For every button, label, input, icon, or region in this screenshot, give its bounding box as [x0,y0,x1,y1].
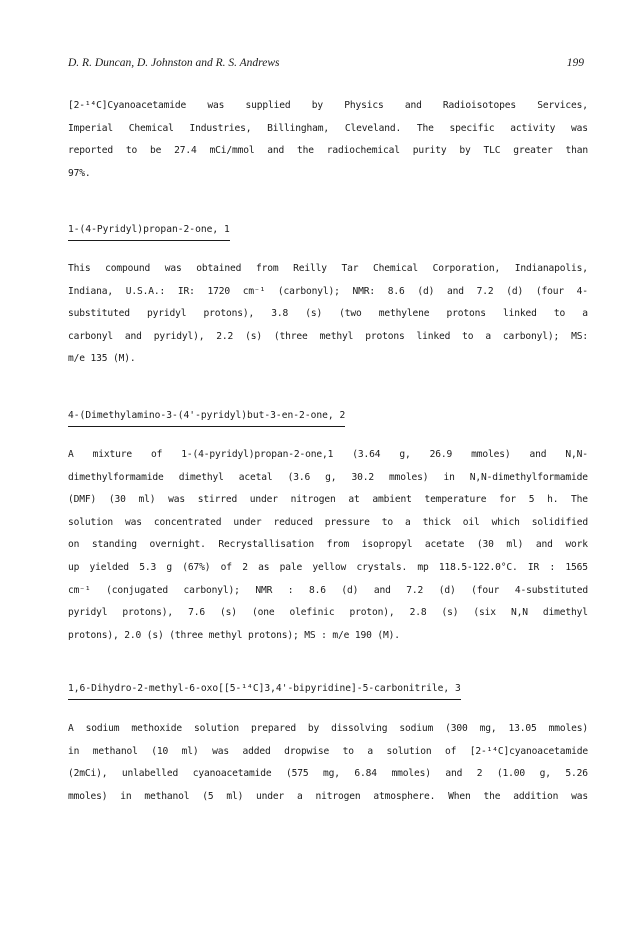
word: This [68,263,91,274]
word: sodium [85,723,120,734]
word: (six [473,607,496,619]
word: atmosphere. [373,790,436,802]
word: 4- [576,285,588,297]
heading-text: 1,6-Dihydro-2-methyl-6-oxo[[5-¹⁴C]3,4'-bipyridine]-5-carbonitrile, 3 [68,681,461,700]
word: compound [105,263,151,274]
word: 7.6 [188,607,205,619]
word: Radioisotopes [442,100,517,111]
word: mmoles) [471,449,511,460]
word: mg, [479,723,497,734]
section-heading-compound-3 [68,681,461,700]
word: (s) [220,607,237,619]
word: (2mCi), [68,768,108,780]
text-line [68,602,588,625]
word: NMR [255,584,273,596]
word: and [124,330,142,342]
word: 1565 [565,561,588,573]
word: Indiana, [68,285,114,297]
word: yellow [312,561,347,573]
word: added [242,745,271,757]
word: (1.00 [496,768,526,780]
word: methyl [319,330,354,342]
word: in [443,471,455,483]
word: When [448,790,471,802]
section-heading-compound-2 [68,408,345,427]
word: in [68,745,80,757]
text-line [68,467,588,490]
word: pressure [324,516,370,528]
word: obtained [196,263,242,274]
text-line [68,444,588,467]
word: ml) [181,745,199,757]
word: (575 [285,768,309,780]
text-line [68,95,588,118]
word: a [405,516,411,528]
word: under [249,494,278,506]
word: to [462,330,474,342]
running-header [68,57,584,73]
word: (carbonyl); [277,285,340,297]
word: Services, [537,100,588,111]
word: acetate [424,539,465,551]
word: thick [422,516,451,528]
word: the [483,790,501,802]
word: 1720 [207,285,230,297]
word: protons [446,308,486,320]
text-line [68,512,588,535]
word: 2.8 [409,607,427,619]
word: a [485,330,491,342]
word: N,N-dimethylformamide [469,471,588,483]
paragraph-cyanoacetamide-source [68,95,588,185]
word: and [445,768,463,780]
word: mg, [323,768,340,780]
word: on [68,539,80,551]
word: up [68,561,80,573]
word: a [582,308,588,320]
word: and [404,100,422,111]
word: [2-¹⁴C]Cyanoacetamide [68,100,187,111]
word: (s) [441,607,459,619]
word: by [311,100,323,111]
word: was [571,790,588,802]
word: (3.6 [287,471,311,483]
word: proton), [349,607,395,619]
word: (10 [151,745,169,757]
word: dissolving [331,723,388,734]
word: mixture [92,449,133,460]
word: solution [193,723,239,734]
word: 8.6 [387,285,405,297]
text-line [68,303,588,326]
word: a [367,745,374,757]
word: by [307,723,320,734]
word: mCi/mmol [209,145,255,157]
word: yielded [89,561,129,573]
heading-text: 4-(Dimethylamino-3-(4'-pyridyl)but-3-en-2-one, 2 [68,408,345,427]
word: 30.2 [351,471,374,483]
word: linked [503,308,537,320]
page-number: 199 [566,57,584,69]
word: acetal [238,471,273,483]
word: was [124,516,142,528]
header-authors: D. R. Duncan, D. Johnston and R. S. Andrews [68,57,280,69]
text-line [68,718,588,741]
word: under [233,516,262,528]
word: Indianapolis, [514,263,588,274]
word: and [373,584,391,596]
word: sodium [399,723,434,734]
word: (67%) [182,561,211,573]
word: radiochemical [326,145,400,157]
word: to [553,308,566,320]
word: by [459,145,471,157]
word: addition [513,790,559,802]
word: solution [68,516,114,528]
word: : [287,584,294,596]
word: activity [510,122,556,134]
word: of [445,745,457,757]
text-line [68,489,588,512]
word: concentrated [153,516,222,528]
text-line [68,580,588,603]
text-line [68,763,588,786]
section-heading-compound-1 [68,222,230,241]
word: from [255,263,279,274]
text-line: 97%. [68,167,91,179]
heading-text: 1-(4-Pyridyl)propan-2-one, 1 [68,222,230,241]
word: Billingham, [267,122,330,134]
word: 3.8 [271,308,289,320]
word: (two [339,308,362,320]
word: (d) [341,584,359,596]
text-line [68,557,588,580]
word: g [166,561,172,573]
word: temperature [424,494,487,506]
word: 6.84 [354,768,377,780]
word: (four [535,285,564,297]
word: was [168,494,185,506]
word: (d) [438,584,456,596]
word: (d) [417,285,435,297]
word: (5 [202,790,214,802]
word: from [326,539,350,551]
word: 8.6 [308,584,326,596]
word: Physics [344,100,384,111]
word: methoxide [131,723,182,734]
word: substituted [68,308,130,320]
word: ml) [226,790,244,802]
word: g, [325,471,337,483]
word: as [258,561,270,573]
word: 2 [476,768,483,780]
paragraph-compound-2 [68,444,588,647]
word: Recrystallisation [218,539,314,551]
word: 7.2 [406,584,424,596]
word: The [571,494,588,506]
word: (four [471,584,500,596]
text-line [68,281,588,304]
word: for [499,494,516,506]
word: mmoles) [548,723,588,734]
word: N,N- [565,449,588,460]
word: mmoles) [391,768,431,780]
word: olefinic [289,607,335,619]
word: under [256,790,285,802]
word: [2-¹⁴C]cyanoacetamide [469,745,588,757]
word: IR: [177,285,195,297]
word: was [207,100,225,111]
word: (three [273,330,308,342]
text-line [68,118,588,141]
text-line [68,140,588,163]
word: g, [539,768,551,780]
word: a [297,790,303,802]
word: dimethyl [542,607,588,619]
word: 2.2 [216,330,234,342]
word: : [549,561,556,573]
word: ambient [372,494,412,506]
word: The [416,122,434,134]
word: to [381,516,394,528]
word: protons [365,330,405,342]
word: IR [527,561,540,573]
word: was [164,263,182,274]
word: in [120,790,132,802]
word: ml) [506,539,524,551]
word: methanol [92,745,138,757]
word: (30 [476,539,494,551]
word: and [446,285,464,297]
word: (d) [506,285,524,297]
word: mmoles) [68,790,108,802]
word: (3.64 [352,449,381,460]
word: (s) [305,308,323,320]
word: and [267,145,285,157]
word: pyridyl [68,607,108,619]
word: (conjugated [106,584,168,596]
word: reported [68,145,114,157]
word: specific [449,122,495,134]
word: 1-(4-pyridyl)propan-2-one,1 [181,449,334,460]
word: standing [91,539,137,551]
word: nitrogen [315,790,361,802]
word: 13.05 [508,723,537,734]
text-line [68,258,588,281]
word: the [297,145,314,157]
word: mp [417,561,429,573]
word: isopropyl [361,539,413,551]
word: reduced [273,516,313,528]
word: carbonyl); [183,584,240,596]
word: to [342,745,354,757]
word: Industries, [189,122,252,134]
word: Chemical [372,263,418,274]
text-line [68,534,588,557]
word: pale [279,561,303,573]
text-line [68,741,588,764]
word: which [491,516,520,528]
word: linked [416,330,451,342]
word: dropwise [284,745,330,757]
word: methylene [378,308,430,320]
word: at [348,494,360,506]
word: overnight. [149,539,206,551]
word: (s) [245,330,262,342]
word: unlabelled [121,768,179,780]
text-line: m/e 135 (M). [68,353,136,365]
text-line: protons), 2.0 (s) (three methyl protons); MS : m/e 190 (M). [68,629,400,641]
word: nitrogen [290,494,336,506]
word: methanol [144,790,190,802]
word: and [535,539,553,551]
word: cm⁻¹ [242,285,266,297]
word: Chemical [128,122,174,134]
word: Reilly [293,263,327,274]
word: solution [386,745,432,757]
word: N,N [510,607,528,619]
word: Cleveland. [344,122,402,134]
word: ml) [138,494,156,506]
word: 7.2 [476,285,494,297]
word: dimethyl [178,471,224,483]
word: Tar [341,263,359,274]
word: of [151,449,163,460]
word: 27.4 [174,145,197,157]
word: supplied [245,100,291,111]
word: be [149,145,162,157]
word: purity [412,145,447,157]
word: protons), [203,308,255,320]
word: 118.5-122.0°C. [438,561,518,573]
word: TLC [483,145,501,157]
word: of [220,561,232,573]
word: work [565,539,588,551]
word: mmoles) [389,471,429,483]
word: stirred [197,494,238,506]
word: and [529,449,547,460]
word: 5.26 [565,768,588,780]
word: pyridyl), [153,330,205,342]
text-line [68,786,588,809]
word: (one [251,607,275,619]
word: U.S.A.: [125,285,166,297]
word: g, [399,449,411,460]
text-line [68,326,588,349]
word: oil [462,516,480,528]
paragraph-compound-3 [68,718,588,808]
word: prepared [250,723,296,734]
word: (300 [445,723,468,734]
word: h. [547,494,559,506]
word: 26.9 [429,449,453,460]
word: 4-substituted [514,584,588,596]
word: carbonyl [68,330,114,342]
word: crystals. [356,561,408,573]
word: A [68,449,74,460]
word: (30 [108,494,126,506]
word: Imperial [68,122,114,134]
word: A [68,723,74,734]
word: MS: [571,330,588,342]
word: pyridyl [146,308,187,320]
word: cyanoacetamide [192,768,272,780]
word: Corporation, [432,263,501,274]
word: protons), [122,607,174,619]
word: was [571,122,588,134]
word: solidified [531,516,588,528]
word: greater [513,145,553,157]
word: cm⁻¹ [68,584,91,596]
word: (DMF) [68,494,97,506]
word: carbonyl); [502,330,560,342]
word: than [565,145,588,157]
word: dimethylformamide [68,471,164,483]
word: 5 [528,494,535,506]
word: 5.3 [139,561,157,573]
word: was [212,745,229,757]
word: to [125,145,138,157]
paragraph-compound-1 [68,258,588,371]
word: NMR: [352,285,376,297]
word: 2 [242,561,248,573]
